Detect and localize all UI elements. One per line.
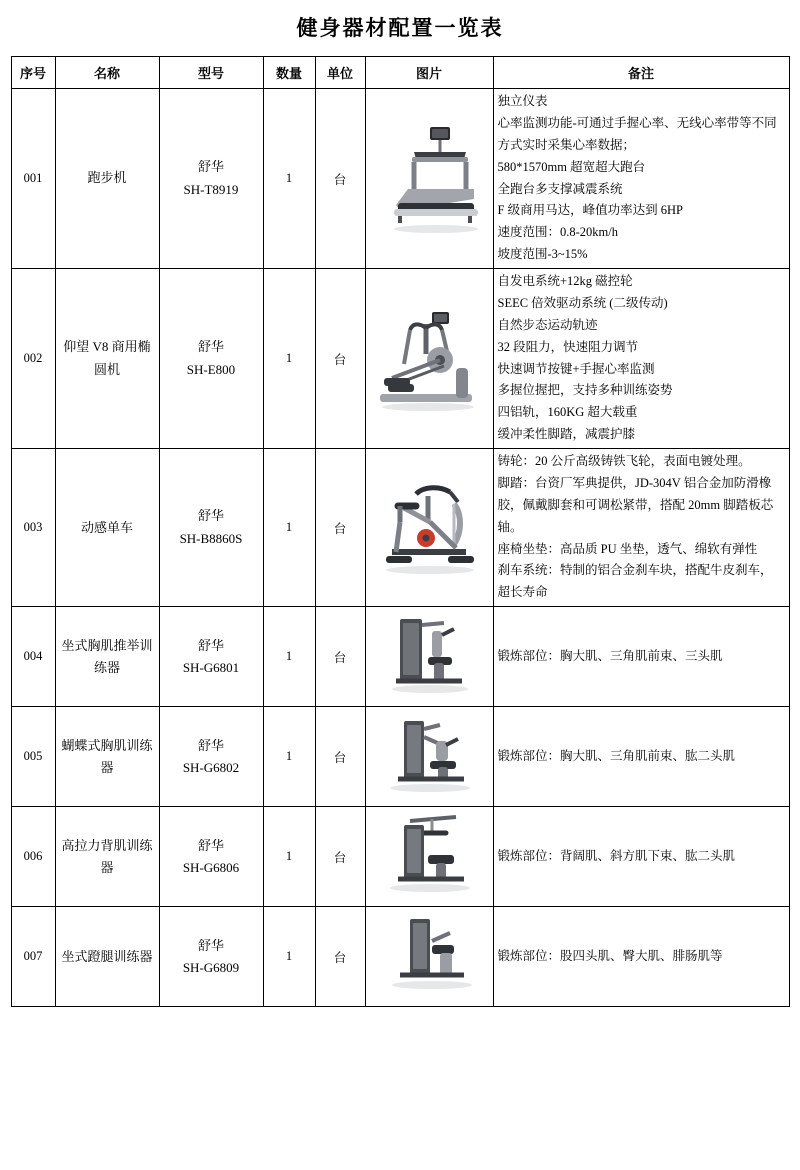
row-model bbox=[159, 449, 263, 607]
model-code: SH-B8860S bbox=[179, 530, 243, 546]
row-qty: 1 bbox=[263, 89, 315, 269]
leg-press-photo bbox=[370, 911, 488, 1003]
row-unit: 台 bbox=[315, 269, 365, 449]
column-header-image: 图片 bbox=[365, 57, 493, 89]
row-model bbox=[159, 607, 263, 707]
row-index: 003 bbox=[11, 449, 55, 607]
note-line: 全跑台多支撑减震系统 bbox=[497, 181, 623, 196]
row-notes bbox=[493, 707, 789, 807]
column-header-unit: 单位 bbox=[315, 57, 365, 89]
row-image-cell bbox=[365, 269, 493, 449]
model-code: SH-G6802 bbox=[182, 759, 240, 775]
chest-press-photo bbox=[370, 611, 488, 703]
column-header-model: 型号 bbox=[159, 57, 263, 89]
note-line: 自发电系统+12kg 磁控轮 bbox=[497, 274, 633, 288]
row-notes bbox=[493, 449, 789, 607]
row-image-cell bbox=[365, 807, 493, 907]
table-row bbox=[11, 707, 789, 807]
row-notes bbox=[493, 269, 789, 449]
model-brand: 舒华 bbox=[197, 737, 224, 753]
table-row bbox=[11, 449, 789, 607]
row-image-cell bbox=[365, 607, 493, 707]
row-name: 高拉力背肌训练器 bbox=[55, 807, 159, 907]
table-row bbox=[11, 907, 789, 1007]
note-line: 四铝轨，160KG 超大载重 bbox=[497, 405, 638, 420]
row-model bbox=[159, 707, 263, 807]
table-row bbox=[11, 807, 789, 907]
row-index: 004 bbox=[11, 607, 55, 707]
note-line: 独立仪表 bbox=[497, 94, 548, 108]
row-image-cell bbox=[365, 907, 493, 1007]
note-line: 座椅坐垫：高品质 PU 坐垫，透气、绵软有弹性 bbox=[497, 541, 758, 556]
column-header-index: 序号 bbox=[11, 57, 55, 89]
row-unit: 台 bbox=[315, 89, 365, 269]
row-model bbox=[159, 269, 263, 449]
row-name: 动感单车 bbox=[55, 449, 159, 607]
table-row bbox=[11, 89, 789, 269]
note-line: 缓冲柔性脚踏，减震护膝 bbox=[497, 427, 636, 442]
row-unit: 台 bbox=[315, 607, 365, 707]
model-brand: 舒华 bbox=[197, 159, 224, 175]
table-row bbox=[11, 607, 789, 707]
note-line: 32 段阻力，快速阻力调节 bbox=[497, 339, 639, 354]
row-unit: 台 bbox=[315, 449, 365, 607]
note-line: F 级商用马达，峰值功率达到 6HP bbox=[497, 203, 683, 218]
row-image-cell bbox=[365, 449, 493, 607]
row-index: 002 bbox=[11, 269, 55, 449]
row-model bbox=[159, 807, 263, 907]
spinning-bike-photo bbox=[370, 468, 488, 588]
note-line: 多握位握把，支持多种训练姿势 bbox=[497, 383, 673, 398]
note-line: 580*1570mm 超宽超大跑台 bbox=[497, 159, 646, 174]
model-brand: 舒华 bbox=[197, 508, 224, 524]
row-name: 跑步机 bbox=[55, 89, 159, 269]
pec-fly-photo bbox=[370, 711, 488, 803]
row-index: 007 bbox=[11, 907, 55, 1007]
row-qty: 1 bbox=[263, 907, 315, 1007]
table-row bbox=[11, 269, 789, 449]
note-line: 锻炼部位：胸大肌、三角肌前束、肱二头肌 bbox=[497, 748, 736, 763]
elliptical-photo bbox=[370, 294, 488, 424]
note-line: 铸轮：20 公斤高级铸铁飞轮，表面电镀处理。 bbox=[497, 454, 751, 468]
row-index: 005 bbox=[11, 707, 55, 807]
model-code: SH-E800 bbox=[186, 361, 236, 377]
row-unit: 台 bbox=[315, 707, 365, 807]
row-unit: 台 bbox=[315, 807, 365, 907]
note-line: 坡度范围-3~15% bbox=[497, 247, 588, 262]
row-model bbox=[159, 907, 263, 1007]
model-brand: 舒华 bbox=[197, 937, 224, 953]
note-line: 刹车系统：特制的铝合金刹车块，搭配牛皮刹车，超长寿命 bbox=[497, 563, 773, 600]
note-line: 锻炼部位：胸大肌、三角肌前束、三头肌 bbox=[497, 648, 723, 663]
row-index: 001 bbox=[11, 89, 55, 269]
model-code: SH-G6801 bbox=[182, 659, 240, 675]
row-name: 坐式胸肌推举训练器 bbox=[55, 607, 159, 707]
note-line: 速度范围：0.8-20km/h bbox=[497, 225, 618, 240]
model-code: SH-T8919 bbox=[183, 181, 239, 197]
column-header-notes: 备注 bbox=[493, 57, 789, 89]
page-title: 健身器材配置一览表 bbox=[296, 16, 504, 40]
row-qty: 1 bbox=[263, 449, 315, 607]
model-code: SH-G6809 bbox=[182, 959, 240, 975]
row-unit: 台 bbox=[315, 907, 365, 1007]
lat-pulldown-photo bbox=[370, 811, 488, 903]
row-notes bbox=[493, 807, 789, 907]
model-brand: 舒华 bbox=[197, 637, 224, 653]
row-name: 仰望 V8 商用椭圆机 bbox=[55, 269, 159, 449]
model-brand: 舒华 bbox=[197, 837, 224, 853]
note-line: 心率监测功能-可通过手握心率、无线心率带等不同方式实时采集心率数据； bbox=[497, 115, 777, 152]
equipment-table bbox=[11, 56, 790, 1007]
row-notes bbox=[493, 607, 789, 707]
row-index: 006 bbox=[11, 807, 55, 907]
row-name: 坐式蹬腿训练器 bbox=[55, 907, 159, 1007]
note-line: 锻炼部位：背阔肌、斜方肌下束、肱二头肌 bbox=[497, 848, 736, 863]
note-line: SEEC 倍效驱动系统 (二级传动) bbox=[497, 295, 668, 310]
column-header-qty: 数量 bbox=[263, 57, 315, 89]
row-model bbox=[159, 89, 263, 269]
row-notes bbox=[493, 907, 789, 1007]
row-name: 蝴蝶式胸肌训练器 bbox=[55, 707, 159, 807]
model-code: SH-G6806 bbox=[182, 859, 240, 875]
note-line: 自然步态运动轨迹 bbox=[497, 317, 598, 332]
row-notes bbox=[493, 89, 789, 269]
model-brand: 舒华 bbox=[197, 339, 224, 355]
treadmill-photo bbox=[370, 119, 488, 239]
row-qty: 1 bbox=[263, 807, 315, 907]
row-qty: 1 bbox=[263, 707, 315, 807]
note-line: 锻炼部位：股四头肌、臀大肌、腓肠肌等 bbox=[497, 948, 723, 963]
row-qty: 1 bbox=[263, 607, 315, 707]
column-header-name: 名称 bbox=[55, 57, 159, 89]
row-qty: 1 bbox=[263, 269, 315, 449]
row-image-cell bbox=[365, 89, 493, 269]
note-line: 脚踏：台资厂军典提供，JD-304V 铝合金加防滑橡胶，佩戴脚套和可调松紧带，搭配 20mm 脚踏板芯轴。 bbox=[497, 475, 774, 534]
table-header-row bbox=[11, 57, 789, 89]
note-line: 快速调节按键+手握心率监测 bbox=[497, 361, 655, 376]
row-image-cell bbox=[365, 707, 493, 807]
